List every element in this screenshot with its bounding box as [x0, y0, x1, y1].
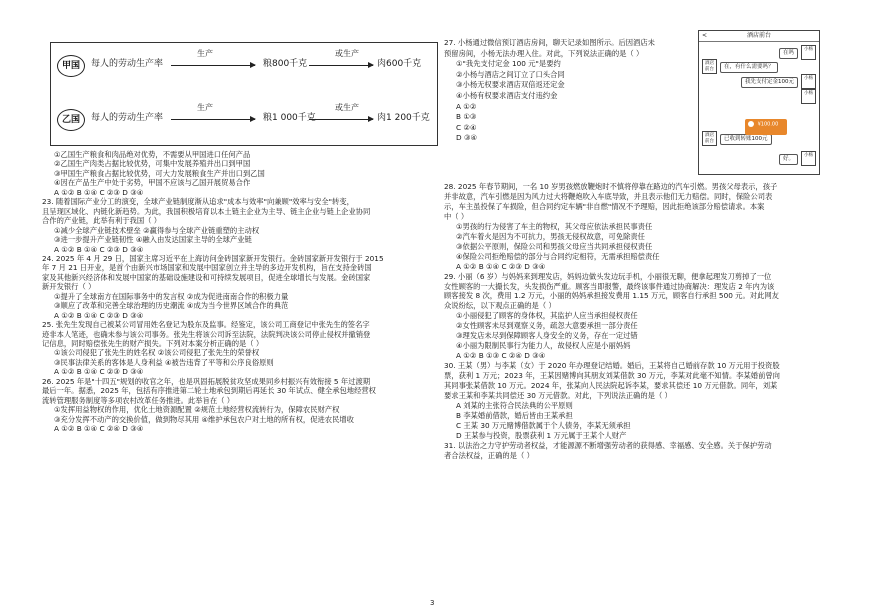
chat-avatar: 酒店前台 [702, 131, 717, 146]
right-text-line: 票，获利 1 万元；2023 年，王某因赌博向其朋友刘某借款 30 万元，李某对此毫不知情。李某婚前曾向 [444, 371, 780, 381]
right-text-line: 并非故意，汽车引燃是因为风力过大将鞭炮吹入车底导致，并且表示他们无力赔偿。同时，保险公司表 [444, 191, 773, 201]
right-text-line: ①男孩的行为侵害了车主的物权，其父母应依法承担民事责任 [456, 221, 653, 231]
production-diagram [50, 42, 438, 146]
right-text-line: 众说纷纭，以下观点正确的是（ ） [444, 301, 556, 311]
right-text-line: ③小杨无权要求酒店双倍返还定金 [456, 80, 565, 90]
chat-avatar: 小杨 [801, 89, 816, 104]
right-text-line: 要求王某和李某共同偿还 30 万元借款。对此，下列说法正确的是（ ） [444, 390, 672, 400]
transfer-card [745, 119, 787, 135]
chat-bubble: 在吗 [779, 48, 798, 59]
left-text-line: 家及其他新兴经济体和发展中国家的基础设施建设和可持续发展项目，促进全球增长与发展。金砖国家 [42, 272, 371, 282]
right-text-line: ④保险公司拒绝赔偿的部分与合同约定相符，无需承担赔偿责任 [456, 251, 660, 261]
left-text-line: ④因在产品生产中处于劣势，甲国不应该与乙国开展贸易合作 [54, 178, 251, 188]
row2-end: 肉1 200千克 [377, 113, 430, 123]
row2-arrow1-label: 生产 [197, 103, 213, 112]
right-text-line: 其同事张某借款 10 万元。2024 年，张某向人民法院起诉李某，要求其偿还 10 万元借款。同年，刘某 [444, 381, 778, 390]
right-text-line: ②小杨与酒店之间订立了口头合同 [456, 69, 565, 79]
wechat-chat-figure [698, 30, 820, 175]
row1-mid: 粮800千克 [263, 59, 308, 69]
left-text-line: 26. 2025 年是"十四五"规划的收官之年，也是巩固拓展脱贫攻坚成果同乡村振兴有效衔接 5 年过渡期 [42, 376, 371, 386]
right-text-line: ②汽车着火是因为不可抗力，男孩无侵权故意，可免除责任 [456, 231, 645, 241]
row2-arrow2-label: 或生产 [335, 103, 359, 112]
right-text-line: 预留房间，小杨无法办理入住。对此，下列说法正确的是（ ） [444, 48, 644, 58]
back-arrow-icon: < [702, 32, 708, 39]
chat-header [699, 31, 819, 42]
row2-mid: 粮1 000千克 [263, 113, 316, 123]
left-text-line: 且呈现区域化、内链化新趋势。为此，我国积极培育以本土链主企业为主导、链主企业与链上企业协同 [42, 206, 371, 216]
left-text-line: ①发挥用益物权的作用，优化土地资源配置 ②规范土地经营权流转行为，保障农民财产权 [54, 405, 340, 415]
chat-bubble: 我先支付定金100元 [741, 77, 798, 88]
left-text-line: 年 7 月 21 日开业，是首个由新兴市场国家和发展中国家创立并主导的多边开发机构，旨在支持金砖国 [42, 263, 372, 273]
left-text-line: ③进一步提升产业链韧性 ④融入由发达国家主导的全球产业链 [54, 235, 252, 245]
transfer-icon [748, 121, 754, 127]
right-text-line: B ①③ [456, 112, 477, 122]
row1-arrow2-label: 或生产 [335, 49, 359, 58]
left-text-line: A ①② B ①④ C ②④ D ③④ [54, 424, 144, 434]
chat-avatar: 小杨 [801, 151, 816, 166]
left-text-line: ③甲国生产粮食占据比较优势，可大力发展粮食生产并出口到乙国 [54, 168, 265, 178]
chat-avatar: 小杨 [801, 45, 816, 60]
left-text-line: ①该公司侵犯了张先生的姓名权 ②该公司侵犯了张先生的荣誉权 [54, 348, 260, 358]
chat-bubble: 在，有什么需要吗？ [720, 62, 778, 73]
right-text-line: D ③④ [456, 133, 478, 143]
right-text-line: C ②④ [456, 122, 477, 132]
left-text-line: ①减少全球产业链技术壁垒 ②赢得参与全球产业链重塑的主动权 [54, 225, 260, 235]
left-text-line: 最后一年。据悉，2025 年，包括有序推进第二轮土地承包到期后再延长 30 年试点、健全承包地经营权 [42, 386, 376, 396]
left-text-line: A ①② B ①④ C ②③ D ③④ [54, 187, 144, 197]
left-text-line: 23. 随着国际产业分工的演变，全球产业链制度渐从追求"成本与效率"向兼顾"效率与安全"转变， [42, 197, 354, 207]
right-text-line: ④小杨有权要求酒店支付违约金 [456, 91, 558, 100]
left-text-line: 新开发银行（ ） [42, 282, 96, 292]
left-text-line: ①乙国生产粮食和肉品绝对优势，不需要从甲国进口任何产品 [54, 150, 251, 159]
right-text-line: 者合法权益，正确的是（ ） [444, 450, 534, 460]
right-text-line: 30. 王某（男）与李某（女）于 2020 年办理登记结婚。婚后，王某将自己婚前存款 10 万元用于投资股 [444, 361, 780, 371]
transfer-amount: ¥100.00 [757, 121, 779, 128]
row2-arrow2 [309, 119, 373, 120]
row1-arrow1 [171, 65, 255, 66]
left-text-line: A ①② B ①④ C ②③ D ③④ [54, 244, 144, 254]
row2-arrow1 [171, 119, 255, 120]
right-text-line: ④小丽为限制民事行为能力人，故侵权人应是小丽妈妈 [456, 341, 631, 351]
row2-start: 每人的劳动生产率 [91, 113, 164, 123]
right-text-line: A ①② B ①③ C ②④ D ③④ [456, 351, 546, 361]
row1-arrow1-label: 生产 [197, 49, 213, 58]
right-text-line: ③依据公平原则，保险公司和男孩父母应当共同承担侵权责任 [456, 241, 653, 251]
left-text-line: A ①② B ①④ C ②③ D ③④ [54, 367, 144, 377]
left-text-line: A ①② B ①④ C ②③ D ③④ [54, 310, 144, 320]
right-text-line: 29. 小丽（6 岁）与妈妈来到理发店，妈妈边做头发边玩手机，小丽很无聊，便拿起理发刀剪掉了一位 [444, 271, 772, 281]
chat-avatar: 小杨 [801, 74, 816, 89]
left-text-line: ①提升了全球南方在国际事务中的发言权 ②成为促进南南合作的积极力量 [54, 291, 289, 301]
left-text-line: ②乙国生产肉类占据比较优势，可集中发展养殖并出口到甲国 [54, 159, 251, 169]
right-text-line: ③理发店未尽到保障顾客人身安全的义务，存在一定过错 [456, 331, 638, 341]
left-text-line: ③顺应了改革和完善全球治理的历史潮流 ④成为当今世界区域合作的典范 [54, 301, 289, 311]
row1-end: 肉600千克 [377, 59, 422, 69]
left-text-line: 24. 2025 年 4 月 29 日，国家主席习近平在上海访问金砖国家新开发银行。金砖国家新开发银行于 2015 [42, 253, 384, 263]
right-text-line: 顾客接发 8 次，费用 1.2 万元，小丽的妈妈承担接发费用 1.15 万元，顾客自行承担 500 元。对此网友 [444, 291, 779, 301]
chat-bubble: 已收到转账100元 [720, 134, 772, 145]
left-text-line: 记信息，同时赔偿张先生的财产损失。下列对本案分析正确的是（ ） [42, 339, 264, 348]
right-text-line: 27. 小杨通过微信预订酒店房间，聊天记录如图所示。后因酒店未 [444, 38, 655, 47]
country-label-b: 乙国 [57, 109, 85, 131]
right-text-line: ①"我先支付定金 100 元"是要约 [456, 59, 561, 69]
right-text-line: ①小丽侵犯了顾客的身体权，其监护人应当承担侵权责任 [456, 311, 638, 321]
right-text-line: 中（ ） [444, 211, 469, 221]
right-text-line: B 李某婚前借款，婚后皆由王某承担 [456, 410, 573, 420]
right-text-line: A 刘某的主张符合民法典的公平原则 [456, 400, 573, 410]
left-text-line: 合作的产业链，此举有利于我国（ ） [42, 216, 162, 226]
right-text-line: 示，车主虽投保了车损险，但合同约定车辆"非自燃"情况不予理赔，因此拒绝该部分赔偿请求。本案 [444, 201, 765, 211]
chat-title: 酒店前台 [746, 32, 771, 39]
right-text-line: ②女性顾客未尽到观察义务，疏忽大意要承担一部分责任 [456, 321, 638, 331]
page-number: 3 [430, 599, 435, 607]
chat-avatar: 酒店前台 [702, 59, 717, 74]
right-text-line: 31. 以法治之力守护劳动者权益，才能源源不断增强劳动者的获得感、幸福感、安全感。关于保护劳动 [444, 440, 772, 450]
left-text-line: 迹非本人笔迹，也确未参与该公司事务。张先生将该公司诉至法院，法院判决该公司停止侵权并撤销登 [42, 329, 371, 339]
right-text-line: 女性顾客的一大撮长发，头发损伤严重。顾客当即报警，最终该事件通过协商解决：理发店 2 年内为该 [444, 281, 775, 291]
right-text-line: 28. 2025 年春节期间，一名 10 岁男孩燃放鞭炮时不慎将停靠在路边的汽车引燃。男孩父母表示，孩子 [444, 182, 778, 191]
left-text-line: ③充分发挥不动产的交换价值，做到物尽其用 ④维护承包农户对土地的所有权，促进农民增收 [54, 414, 354, 424]
right-text-line: A ①② B ①④ C ②③ D ③④ [456, 261, 546, 271]
row1-arrow2 [309, 65, 373, 66]
country-label-a: 甲国 [57, 55, 85, 77]
row1-start: 每人的劳动生产率 [91, 59, 164, 69]
right-text-line: A ①② [456, 101, 477, 111]
chat-bubble: 好。 [779, 154, 798, 165]
left-text-line: ③民事法律关系的客体是人身利益 ④被告违背了平等和公序良俗原则 [54, 357, 274, 367]
right-text-line: C 王某 30 万元赌博借款属于个人债务，李某无须承担 [456, 420, 631, 430]
left-text-line: 25. 张先生发现自己被某公司冒用姓名登记为股东及监事。经鉴定，该公司工商登记中张先生的签名字 [42, 320, 370, 330]
right-text-line: D 王某参与投资，股票获利 1 万元属于王某个人财产 [456, 430, 627, 440]
left-text-line: 流转管理服务制度等多项农村改革任务推进。此举旨在（ ） [42, 395, 235, 405]
